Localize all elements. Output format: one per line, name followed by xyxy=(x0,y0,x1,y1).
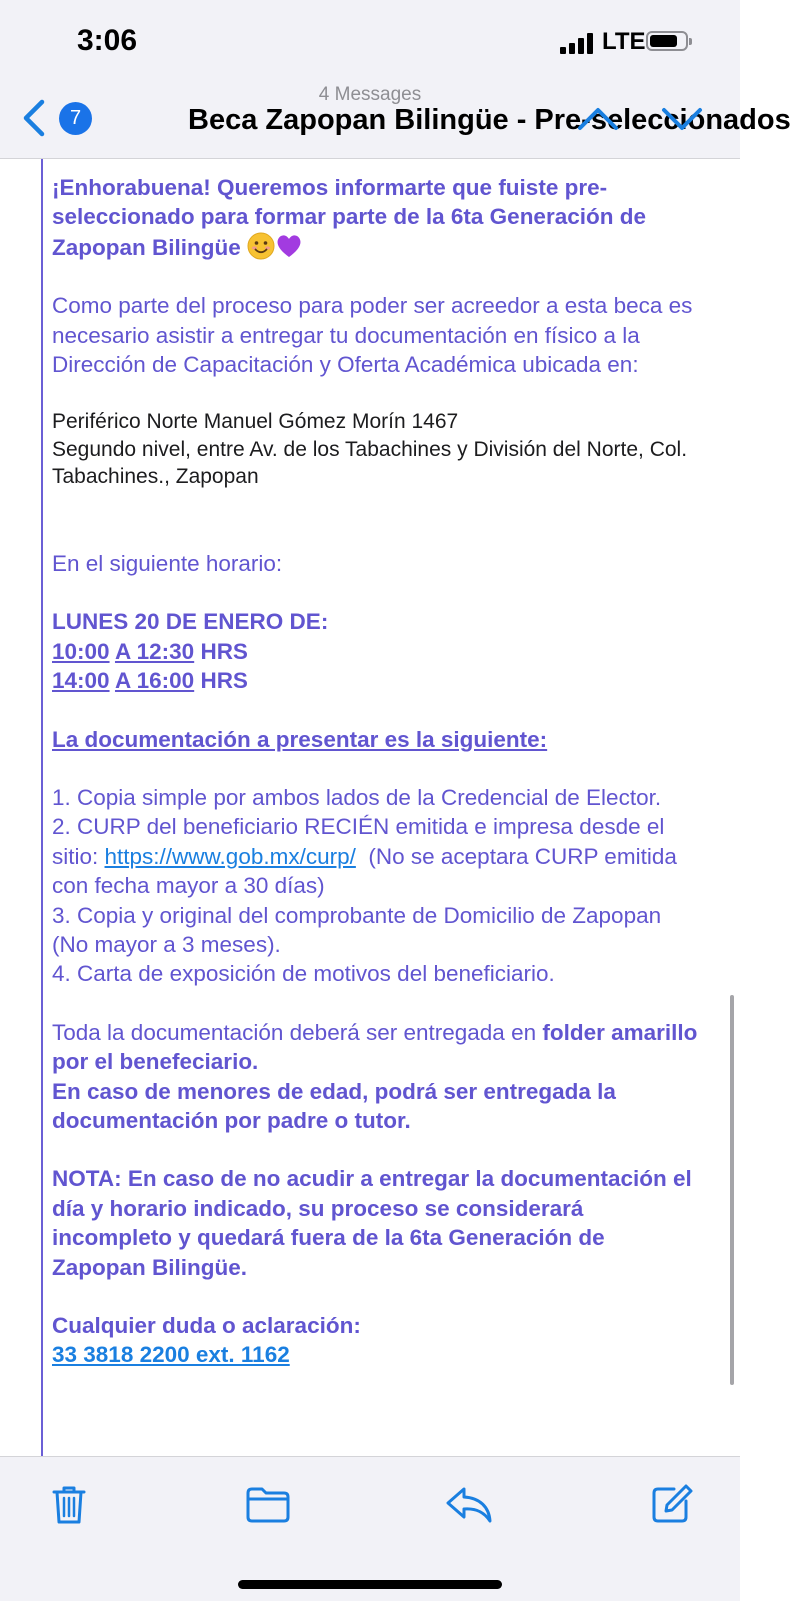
headline xyxy=(52,173,700,262)
trash-icon xyxy=(46,1481,92,1527)
document-item-2-note: (No se aceptara CURP emitida con fecha mayor a 30 días) xyxy=(52,843,684,899)
delivery-text: Toda la documentación deberá ser entregada en xyxy=(52,1019,543,1045)
slot-1-start[interactable]: 10:00 xyxy=(52,638,110,664)
address-line-1: Periférico Norte Manuel Gómez Morín 1467 xyxy=(52,410,459,434)
message-count: 4 Messages xyxy=(318,84,422,105)
slot-1-end[interactable]: A 12:30 xyxy=(114,638,195,664)
battery-icon xyxy=(646,31,688,51)
documents-heading: La documentación a presentar es la siguiente: xyxy=(52,726,548,752)
message-nav-bar xyxy=(0,82,791,159)
intro-paragraph: Como parte del proceso para poder ser acreedor a esta beca es necesario asistir a entregar tu documentación en físico a la Dirección de Capacitación y Oferta Académica ubicada en: xyxy=(52,293,693,378)
slot-1-unit: HRS xyxy=(194,638,248,664)
bottom-toolbar xyxy=(0,1456,740,1601)
slot-2-end[interactable]: A 16:00 xyxy=(114,668,195,694)
compose-icon xyxy=(648,1481,694,1527)
quote-bar xyxy=(41,159,43,1456)
contact-line xyxy=(52,1340,700,1369)
document-item-2-text: 2. CURP del beneficiario RECIÉN emitida e impresa desde el sitio: xyxy=(52,814,665,869)
schedule-intro: En el siguiente horario: xyxy=(52,550,283,576)
unread-count-badge[interactable]: 7 xyxy=(59,102,92,135)
document-item-2 xyxy=(52,812,700,900)
minors-paragraph: En caso de menores de edad, podrá ser entregada la documentación por padre o tutor. xyxy=(52,1078,616,1134)
status-bar xyxy=(0,0,740,82)
move-to-folder-button[interactable] xyxy=(244,1481,292,1527)
headline-text: ¡Enhorabuena! Queremos informarte que fuiste pre-seleccionado para formar parte de la 6ta Generación de Zapopan Bilingüe xyxy=(52,175,646,260)
document-item-4: 4. Carta de exposición de motivos del beneficiario. xyxy=(52,961,555,987)
thread-title: Beca Zapopan Bilingüe - Pre-seleccionados xyxy=(188,104,791,136)
trash-button[interactable] xyxy=(46,1481,92,1527)
cellular-signal-icon xyxy=(560,32,594,54)
scrollbar[interactable] xyxy=(730,995,734,1385)
address-line-2: Segundo nivel, entre Av. de los Tabachines y División del Norte, Col. Tabachines., Zapopan xyxy=(52,437,688,489)
purple-heart-emoji-icon xyxy=(275,232,303,260)
schedule-slot-1 xyxy=(52,637,700,666)
smiling-face-emoji-icon xyxy=(247,232,275,260)
document-item-1: 1. Copia simple por ambos lados de la Credencial de Elector. xyxy=(52,784,662,810)
chevron-up-icon xyxy=(576,102,620,136)
home-indicator[interactable] xyxy=(238,1580,502,1589)
clock: 3:06 xyxy=(77,24,138,57)
network-type: LTE xyxy=(602,28,646,55)
reply-button[interactable] xyxy=(444,1481,494,1527)
message-body[interactable] xyxy=(0,159,740,1456)
contact-phone-link[interactable]: 33 3818 2200 ext. 1162 xyxy=(52,1342,290,1368)
next-message-button[interactable] xyxy=(660,102,704,136)
contact-label: Cualquier duda o aclaración: xyxy=(52,1313,361,1339)
note-paragraph: NOTA: En caso de no acudir a entregar la documentación el día y horario indicado, su proceso se considerará incompleto y quedará fuera de la 6ta Generación de Zapopan Bilingüe. xyxy=(52,1166,692,1280)
slot-2-unit: HRS xyxy=(194,668,248,694)
slot-2-start[interactable]: 14:00 xyxy=(52,668,110,694)
email-text xyxy=(52,173,700,1370)
delivery-emphasis: folder amarillo por el benefeciario. xyxy=(52,1019,698,1075)
schedule-slot-2 xyxy=(52,666,700,695)
document-item-3: 3. Copia y original del comprobante de Domicilio de Zapopan (No mayor a 3 meses). xyxy=(52,902,662,957)
schedule-day: LUNES 20 DE ENERO DE: xyxy=(52,609,329,635)
folder-icon xyxy=(244,1481,292,1527)
chevron-down-icon xyxy=(660,102,704,136)
previous-message-button[interactable] xyxy=(576,102,620,136)
delivery-paragraph xyxy=(52,1018,700,1077)
reply-icon xyxy=(444,1481,494,1527)
curp-link[interactable]: https://www.gob.mx/curp/ xyxy=(104,843,356,869)
compose-button[interactable] xyxy=(648,1481,694,1527)
